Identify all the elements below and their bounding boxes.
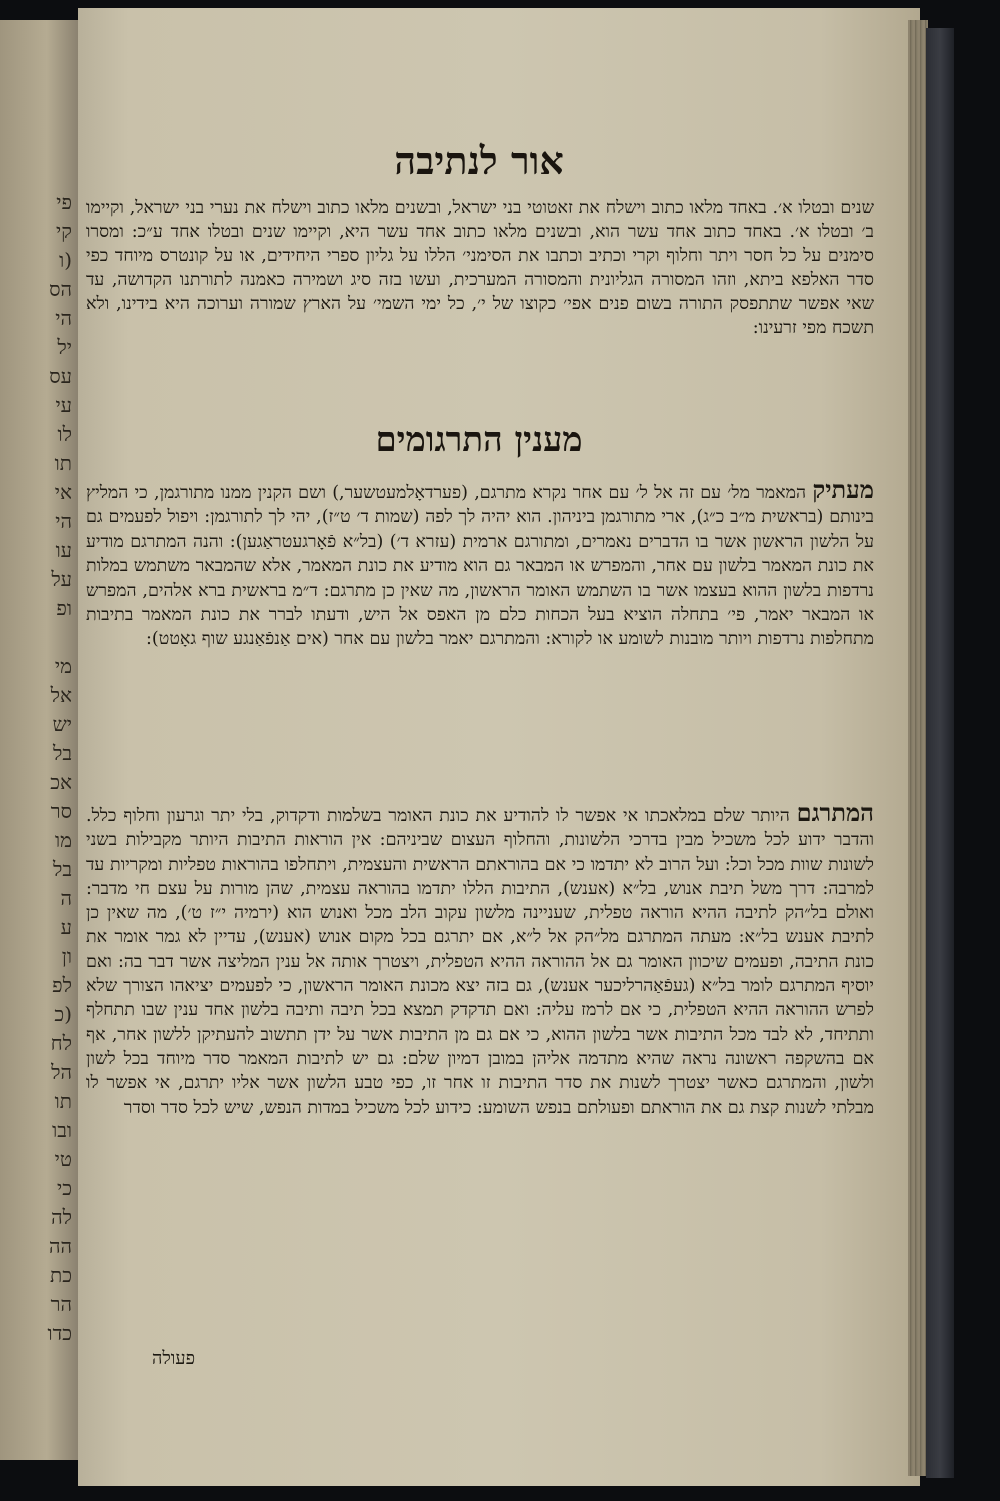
previous-page-fragment: קי	[56, 219, 72, 243]
previous-page-edge	[0, 20, 80, 1460]
translation-paragraph	[86, 475, 874, 652]
previous-page-fragment: הה	[48, 1234, 72, 1258]
section-heading: מענין התרגומים	[375, 420, 583, 460]
previous-page-fragment: אכ	[50, 770, 72, 794]
book-cover-edge	[926, 28, 954, 1478]
previous-page-fragment: תו	[54, 451, 72, 475]
paragraph-text: היותר שלם במלאכתו אי אפשר לו להודיע את כונת האומר בשלמות ודקדוק, בלי יתר וגרעון וחלוף כלל. והדבר ידוע לכל משכיל מבין בדרכי הלשונות, והחלוף העצום שביניהם: אין הוראות התיבות היותר מקבילות בשני לשונות שוות מכל וכל: ועל הרוב לא יתדמו כי אם בהוראתם הראשית והעצמית, ויתחלפו בהוראות טפליות ומקריות עד למרבה: דרך משל תיבת אנוש, בל״א (אענש), התיבות הללו יתדמו בהוראה עצמית, שהן מורות על עצם חי מדבר: ואולם בל״הק לתיבה ההיא הוראה טפלית, שעניינה מלשון עקוב הלב מכל ואנוש הוא (ירמיה י״ז ט׳), מה שאין כן לתיבת אענש בל״א: מעתה המתרגם מל״הק אל ל״א, אם יתרגם בכל מקום אנוש (אענש), עדיין לא גמר אומר את כונת התיבה, ופעמים שיכוון האומר גם אל ההוראה ההיא הטפלית, ויצטרך אותה אל ענין המליצה אשר דבר בה: ואם יוסיף המתרגם לומר בל״א (געפֿאַהרליכער אענש), גם בזה יצא מכונת האומר הראשון, כי לפעמים יציאהו הצורך שלא לפרש ההוראה ההיא הטפלית, כי אם לרמז עליה: ואם תדקדק תמצא בכל תיבה ותיבה בלשון אחד ענין שבו תתחלף ותתיחד, לא לבד מכל התיבות אשר בלשון ההוא, כי אם גם מן התיבות אשר על ידן תתשוב להעתיקן ללשון אחר, אף אם בהשקפה ראשונה נראה שהיא מתדמה אליהן במובן דמיון שלם: גם יש לתיבות המאמר סדר מיוחד בכל לשון ולשון, והמתרגם כאשר יצטרך לשנות את סדר התיבות זו אחר זו, כפי טבע הלשון אשר אליו יתרגם, אי אפשר לו מבלתי לשנות קצת גם את הוראתם ופעולתם בנפש השומע: כידוע לכל משכיל במדות הנפש, שיש לכל סדר וסדר	[86, 806, 874, 1118]
previous-page-fragment: עי	[55, 393, 72, 417]
lead-word: מעתיק	[812, 475, 874, 504]
previous-page-fragment: ה	[60, 886, 72, 910]
previous-page-fragment: לו	[57, 422, 72, 446]
previous-page-fragment: עו	[55, 538, 72, 562]
paragraph-text: המאמר מל׳ עם זה אל ל׳ עם אחר נקרא מתרגם, (פערדאָלמעטשער,) ושם הקנין ממנו מתורגמן, כי המליץ בינותם (בראשית מ״ב כ״ג), ארי מתורגמן ביניהון. הוא יהיה לך לפה (שמות ד׳ ט״ז), יהי לך לתורגמן: ויפול לפעמים גם על הלשון הראשון אשר בו הדברים נאמרים, ומתורגם ארמית (עזרא ד׳) (בל״א פֿאָרגעטראַגען): והנה המתרגם מודיע את כונת המאמר בלשון עם אחר, והמפרש או המבאר גם הוא מודיע את כונת המאמר, אלא שהמבאר משתמש במלות נרדפות בלשון ההוא בעצמו אשר בו השתמש האומר הראשון, מה שאין כן מתרגם: ד״מ בראשית ברא אלהים, המפרש או המבאר יאמר, פי׳ בתחלה הוציא בעל הכחות כלם מן האפס אל היש, ודעתו לברר את כונת המאמר בתיבות מתחלפות נרדפות ויותר מובנות לשומע או לקורא: והמתרגם יאמר בלשון עם אחר (אים אַנפֿאַנגע שוף גאָטט):	[86, 483, 874, 650]
previous-page-fragment: הי	[55, 509, 72, 533]
previous-page-fragment: לה	[51, 1205, 72, 1229]
previous-page-fragment: כת	[50, 1263, 72, 1287]
previous-page-fragment: פי	[56, 190, 72, 214]
previous-page-fragment: הל	[51, 1060, 72, 1084]
previous-page-fragment: מי	[54, 654, 72, 678]
previous-page-fragment: (ו	[59, 248, 72, 272]
lead-word: המתרגם	[796, 798, 874, 827]
page-title: אור לנתיבה	[394, 138, 564, 183]
page-fore-edge	[908, 20, 928, 1476]
previous-page-fragment: יש	[52, 712, 72, 736]
paragraph-text: שנים ובטלו א׳. באחד מלאו כתוב וישלח את זאטוטי בני ישראל, ובשנים מלאו כתוב וישלח את נערי בני ישראל, וקיימו ב׳ ובטלו א׳. באחד כתוב אחד עשר הוא, ובשנים מלאו כתוב אחד עשר היא, וקיימו שנים ובטלו אחד ע״כ: ומסרו סימנים על כל חסר ויתר וחלוף וקרי וכתיב וכתבו את הסימני׳ הללו על גליון ספרי היחידים, או על קונטרס מיוחד כפי סדר האלפא ביתא, וזהו המסורה הגליונית והמסורה המערכית, ועשו בזה סיג ושמירה כאמנה לתורתנו הקדושה, עד שאי אפשר שתתפסק התורה בשום פנים אפי׳ כקוצו של י׳, כל ימי השמי׳ על הארץ שמורה וערוכה היא בידינו, ולא תשכח מפי זרעינו:	[86, 198, 874, 338]
previous-page-fragment: לח	[50, 1031, 72, 1055]
previous-page-fragment: ופ	[56, 596, 72, 620]
previous-page-fragment: טי	[54, 1147, 72, 1171]
previous-page-fragment: על	[51, 567, 72, 591]
paragraph-body	[86, 798, 874, 1120]
previous-page-fragment: סר	[50, 799, 72, 823]
previous-page-fragment: בל	[53, 741, 72, 765]
previous-page-fragment: ע	[60, 915, 72, 939]
paragraph-body	[86, 475, 874, 652]
previous-page-fragment: מו	[55, 828, 72, 852]
previous-page-fragment: יל	[57, 335, 72, 359]
translator-paragraph	[86, 798, 874, 1120]
previous-page-fragment: כדו	[47, 1321, 72, 1345]
previous-page-fragment: הר	[50, 1292, 72, 1316]
previous-page-fragment: הס	[49, 277, 72, 301]
previous-page-fragment: הי	[55, 306, 72, 330]
opening-paragraph	[86, 196, 874, 340]
previous-page-fragment: ון	[61, 944, 72, 968]
previous-page-fragment: אל	[50, 683, 72, 707]
previous-page-fragment: ובו	[52, 1118, 72, 1142]
previous-page-fragment: (כ	[54, 1002, 72, 1026]
previous-page-fragment: בל	[53, 857, 72, 881]
previous-page-fragment: כי	[56, 1176, 72, 1200]
previous-page-fragment: אי	[54, 480, 72, 504]
previous-page-fragment: תו	[54, 1089, 72, 1113]
previous-page-fragment: עס	[49, 364, 72, 388]
catchword: פעולה	[152, 1348, 195, 1369]
book-page	[78, 8, 920, 1486]
previous-page-fragment: לפ	[52, 973, 72, 997]
